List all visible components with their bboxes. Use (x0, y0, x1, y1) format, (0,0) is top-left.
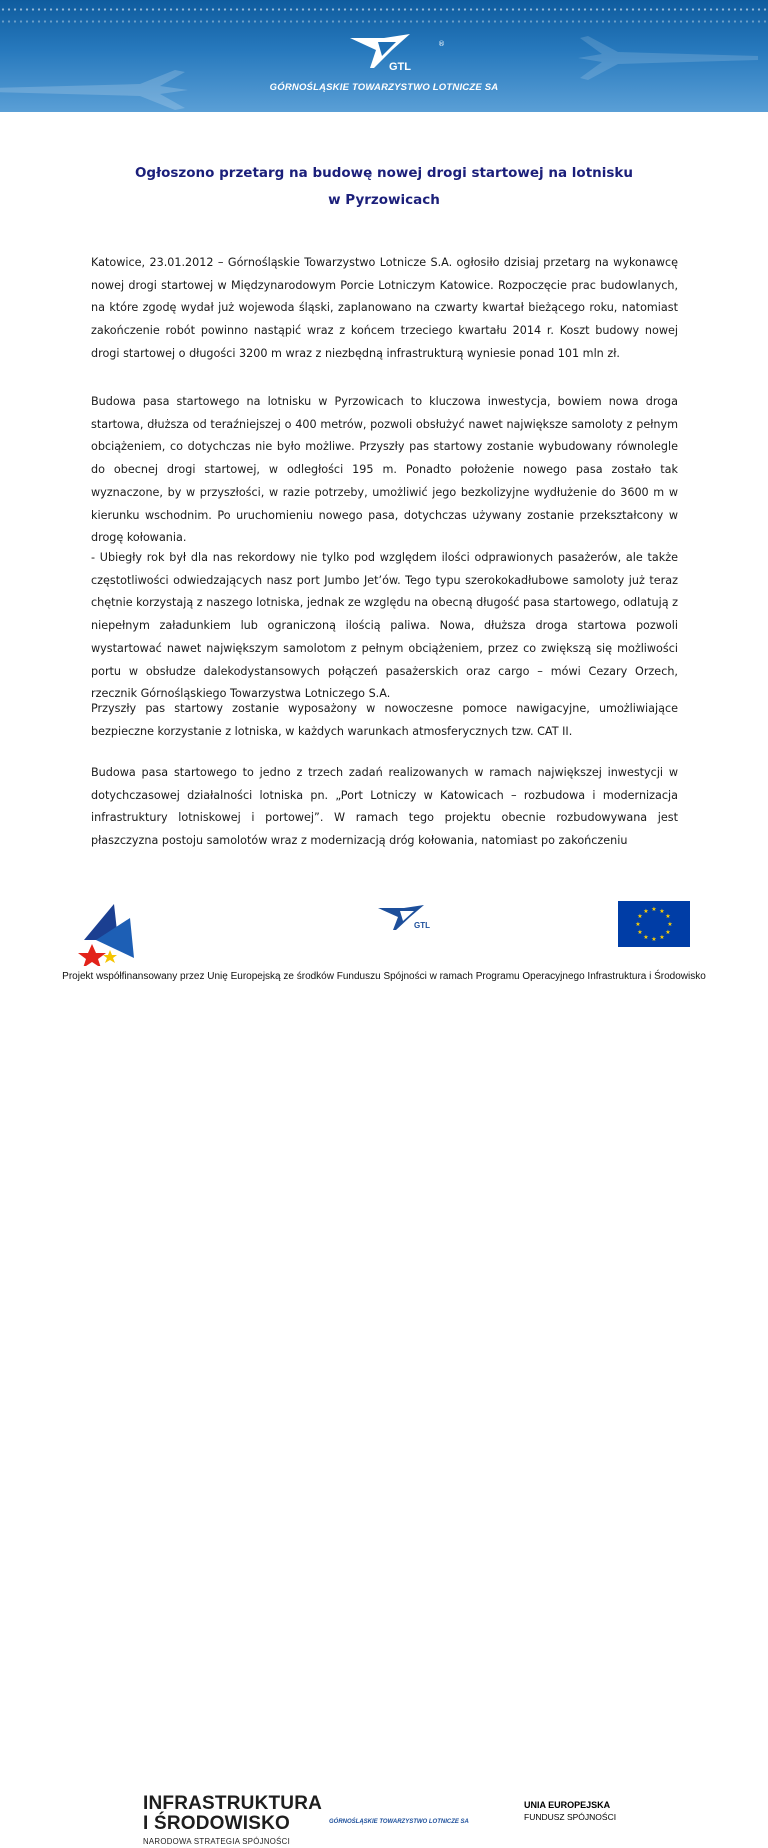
infra-line-2: I ŚRODOWISKO (143, 1813, 291, 1834)
company-name: GÓRNOŚLĄSKIE TOWARZYSTWO LOTNICZE SA (269, 82, 499, 93)
paragraph-2: Budowa pasa startowego na lotnisku w Pyrzowicach to kluczowa inwestycja, bowiem nowa droga startowa, dłuższa od teraźniejszej o 400 metrów, pozwoli obsłużyć nawet największe samoloty z pełnym obciążeniem, co dotychczas nie było możliwe. Przyszły pas startowy zostanie wybudowany równolegle do obecnej drogi startowej, w odległości 195 m. Ponadto położenie nowego pasa zostało tak wyznaczone, by w przyszłości, w razie potrzeby, umożliwić jego bezkolizyjne wydłużenie do 3600 m w kierunku wschodnim. Po uruchomieniu nowego pasa, dotychczas używany zostanie przekształcony w drogę kołowania. (91, 395, 678, 545)
gtl-small-logo-text: GTL (414, 921, 430, 930)
registered-mark: ® (438, 40, 445, 48)
svg-text:★: ★ (643, 908, 649, 915)
eu-stars-icon (618, 901, 690, 947)
eu-flag-icon (618, 901, 690, 947)
svg-text:★: ★ (659, 934, 665, 941)
svg-text:★: ★ (665, 929, 671, 936)
eu-line-2: FUNDUSZ SPÓJNOŚCI (524, 1812, 617, 1822)
svg-text:★: ★ (667, 921, 673, 928)
svg-text:★: ★ (659, 908, 665, 915)
paragraph-4: Przyszły pas startowy zostanie wyposażony w nowoczesne pomoce nawigacyjne, umożliwiające bezpieczne korzystanie z lotniska, w każdych warunkach atmosferycznych tzw. CAT II. (91, 702, 678, 738)
svg-text:★: ★ (651, 936, 657, 943)
svg-text:★: ★ (637, 913, 643, 920)
gtl-logo-text: GTL (389, 61, 411, 73)
cofinancing-note: Projekt współfinansowany przez Unię Europejską ze środków Funduszu Spójności w ramach Programu Operacyjnego Infrastruktura i Środowisko (62, 971, 706, 982)
gtl-logo-icon (344, 32, 424, 76)
article-title-line-1: Ogłoszono przetarg na budowę nowej drogi startowej na lotnisku (134, 165, 634, 181)
svg-text:★: ★ (651, 906, 657, 913)
infra-line-3: NARODOWA STRATEGIA SPÓJNOŚCI (143, 1837, 291, 1846)
gtl-logo (0, 32, 768, 80)
paragraph-1: Katowice, 23.01.2012 – Górnośląskie Towarzystwo Lotnicze S.A. ogłosiło dzisiaj przetarg na wykonawcę nowej drogi startowej w Międzynarodowym Porcie Lotniczym Katowice. Rozpoczęcie prac budowlanych, na które zgodę wydał już wojewoda śląski, zaplanowano na czwarty kwartał bieżącego roku, natomiast zakończenie robót powinno nastąpić wraz z końcem trzeciego kwartału 2014 r. Koszt budowy nowej drogi startowej o długości 3200 m wraz z niezbędną infrastrukturą wyniesie ponad 101 mln zł. (91, 256, 678, 360)
paragraph-5: Budowa pasa startowego to jedno z trzech zadań realizowanych w ramach największej inwestycji w dotychczasowej działalności lotniska pn. „Port Lotniczy w Katowicach – rozbudowa i modernizacja infrastruktury lotniskowej i portowej”. W ramach tego projektu obecnie rozbudowywana jest płaszczyzna postoju samolotów wraz z modernizacją dróg kołowania, natomiast po zakończeniu (91, 766, 678, 848)
svg-text:★: ★ (643, 934, 649, 941)
infrastruktura-logo (143, 1794, 322, 1848)
infrastruktura-emblem-icon (78, 900, 140, 966)
gtl-small-logo-icon (374, 904, 440, 932)
eu-label (524, 1800, 616, 1822)
svg-text:★: ★ (637, 929, 643, 936)
article-title-line-2: w Pyrzowicach (328, 192, 440, 208)
gtl-footer-company: GÓRNOŚLĄSKIE TOWARZYSTWO LOTNICZE SA (329, 1819, 469, 1825)
svg-text:★: ★ (665, 913, 671, 920)
paragraph-3: - Ubiegły rok był dla nas rekordowy nie tylko pod względem ilości odprawionych pasażerów, ale także częstotliwości odwiedzających nasz port Jumbo Jet’ów. Tego typu szerokokadłubowe samoloty już teraz chętnie korzystają z naszego lotniska, jednak ze względu na obecną długość pasa startowego, odlatują z niepełnym załadunkiem lub ograniczoną ilością paliwa. Nowa, dłuższa droga startowa pozwoli wystartować nawet największym samolotom z pełnym obciążeniem, przez co zwiększą się możliwości portu w obsłudze dalekodystansowych połączeń pasażerskich oraz cargo – mówi Cezary Orzech, rzecznik Górnośląskiego Towarzystwa Lotniczego S.A. (91, 551, 678, 701)
infra-line-1: INFRASTRUKTURA (143, 1793, 323, 1814)
svg-text:★: ★ (635, 921, 641, 928)
dots-decoration (0, 8, 768, 11)
eu-line-1: UNIA EUROPEJSKA (524, 1800, 611, 1810)
header-banner (0, 0, 768, 112)
